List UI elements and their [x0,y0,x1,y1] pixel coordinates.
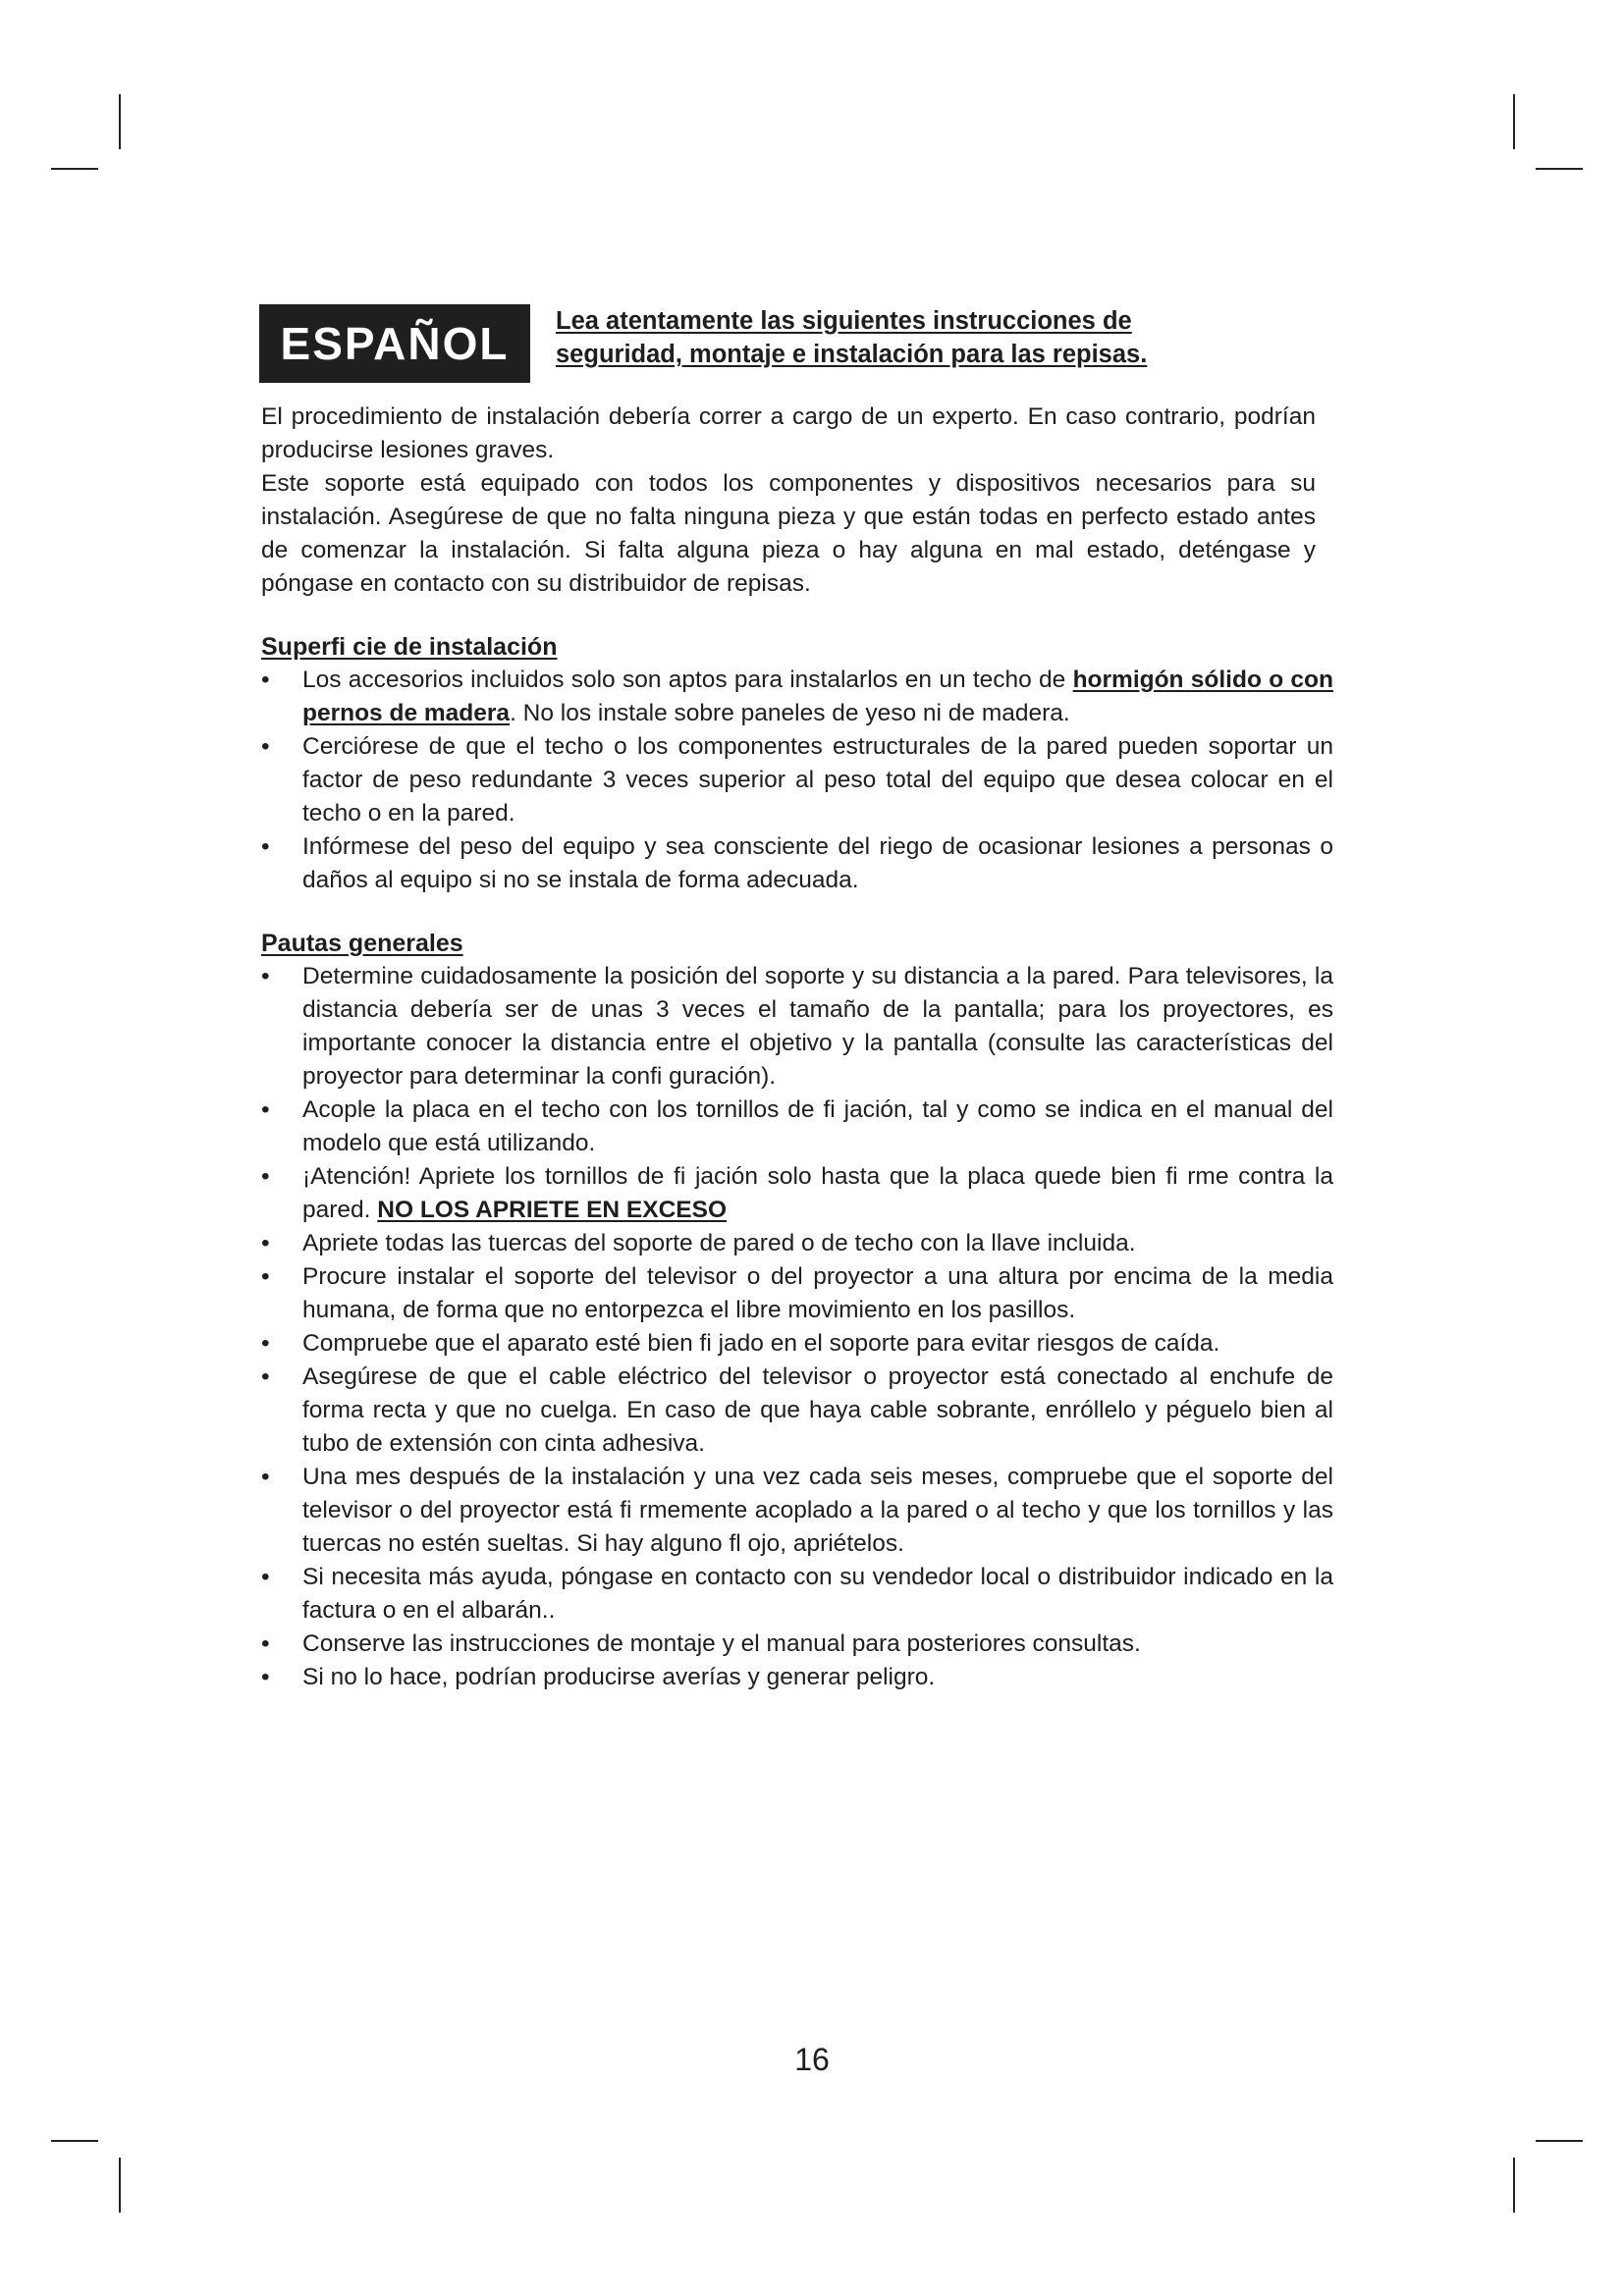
crop-mark-bottom-left-horizontal [51,2140,98,2142]
list-item: • Si necesita más ayuda, póngase en contacto con su vendedor local o distribuidor indicado en la factura o en el albarán.. [261,1561,1333,1628]
crop-mark-top-left-vertical [119,94,121,149]
crop-mark-bottom-left-vertical [119,2158,121,2213]
header-title-line-2: seguridad, montaje e instalación para las repisas. [556,341,1148,368]
page-number: 16 [794,2042,830,2077]
list-item: • Infórmese del peso del equipo y sea consciente del riego de ocasionar lesiones a personas o daños al equipo si no se instala de forma adecuada. [261,830,1333,897]
list-item: • Conserve las instrucciones de montaje y el manual para posteriores consultas. [261,1628,1333,1661]
list-item-text: ¡Atención! Apriete los tornillos de fi jación solo hasta que la placa quede bien fi rme contra la pared. [302,1163,1333,1223]
list-item: • Apriete todas las tuercas del soporte de pared o de techo con la llave incluida. [261,1227,1333,1260]
list-item [261,664,1333,730]
general-guidelines-list [261,960,1341,1694]
list-item: • Procure instalar el soporte del televisor o del proyector a una altura por encima de la media humana, de forma que no entorpezca el libre movimiento en los pasillos. [261,1260,1333,1327]
list-item: • Cerciórese de que el techo o los componentes estructurales de la pared pueden soportar un factor de peso redundante 3 veces superior al peso total del equipo que desea colocar en el techo o en la pared. [261,730,1333,830]
section-title-installation-surface: Superfi cie de instalación [261,633,558,661]
list-item-text: Los accesorios incluidos solo son aptos para instalarlos en un techo de [302,667,1073,693]
list-item: • Compruebe que el aparato esté bien fi jado en el soporte para evitar riesgos de caída. [261,1327,1333,1361]
crop-mark-top-right-vertical [1513,94,1515,149]
crop-mark-top-right-horizontal [1536,168,1583,170]
installation-surface-list [261,664,1341,897]
crop-mark-top-left-horizontal [51,168,98,170]
language-badge: ESPAÑOL [259,304,530,383]
list-item [261,1160,1333,1227]
page-header [259,304,1241,393]
crop-mark-bottom-right-vertical [1513,2158,1515,2213]
header-title [556,304,1223,371]
list-item: • Determine cuidadosamente la posición del soporte y su distancia a la pared. Para televisores, la distancia debería ser de unas 3 veces el tamaño de la pantalla; para los proyectores, es importante conocer la distancia entre el objetivo y la pantalla (consulte las características del proyector para determinar la confi guración). [261,960,1333,1094]
list-item-emphasis: hormigón sólido o con pernos de madera [302,667,1333,726]
crop-mark-bottom-right-horizontal [1536,2140,1583,2142]
document-body [261,400,1341,1694]
list-item: • Asegúrese de que el cable eléctrico del televisor o proyector está conectado al enchufe de forma recta y que no cuelga. En caso de que haya cable sobrante, enróllelo y péguelo bien al tubo de extensión con cinta adhesiva. [261,1361,1333,1461]
list-item: • Si no lo hace, podrían producirse averías y generar peligro. [261,1661,1333,1694]
intro-section [261,400,1341,601]
intro-paragraph-1: El procedimiento de instalación debería correr a cargo de un experto. En caso contrario, podrían producirse lesiones graves. [261,403,1316,463]
list-item-emphasis: NO LOS APRIETE EN EXCESO [377,1197,728,1223]
list-item: • Una mes después de la instalación y una vez cada seis meses, compruebe que el soporte del televisor o del proyector está fi rmemente acoplado a la pared o al techo y que los tornillos y las tuercas no estén sueltas. Si hay alguno fl ojo, apriételos. [261,1461,1333,1561]
section-title-general-guidelines: Pautas generales [261,930,463,957]
list-item: • Acople la placa en el techo con los tornillos de fi jación, tal y como se indica en el manual del modelo que está utilizando. [261,1094,1333,1160]
list-item-text: . No los instale sobre paneles de yeso ni de madera. [510,700,1070,726]
intro-paragraph-2: Este soporte está equipado con todos los componentes y dispositivos necesarios para su instalación. Asegúrese de que no falta ninguna pieza y que están todas en perfecto estado antes de comenzar la instalación. Si falta alguna pieza o hay alguna en mal estado, deténgase y póngase en contacto con su distribuidor de repisas. [261,470,1316,597]
header-title-line-1: Lea atentamente las siguientes instrucciones de [556,307,1132,335]
